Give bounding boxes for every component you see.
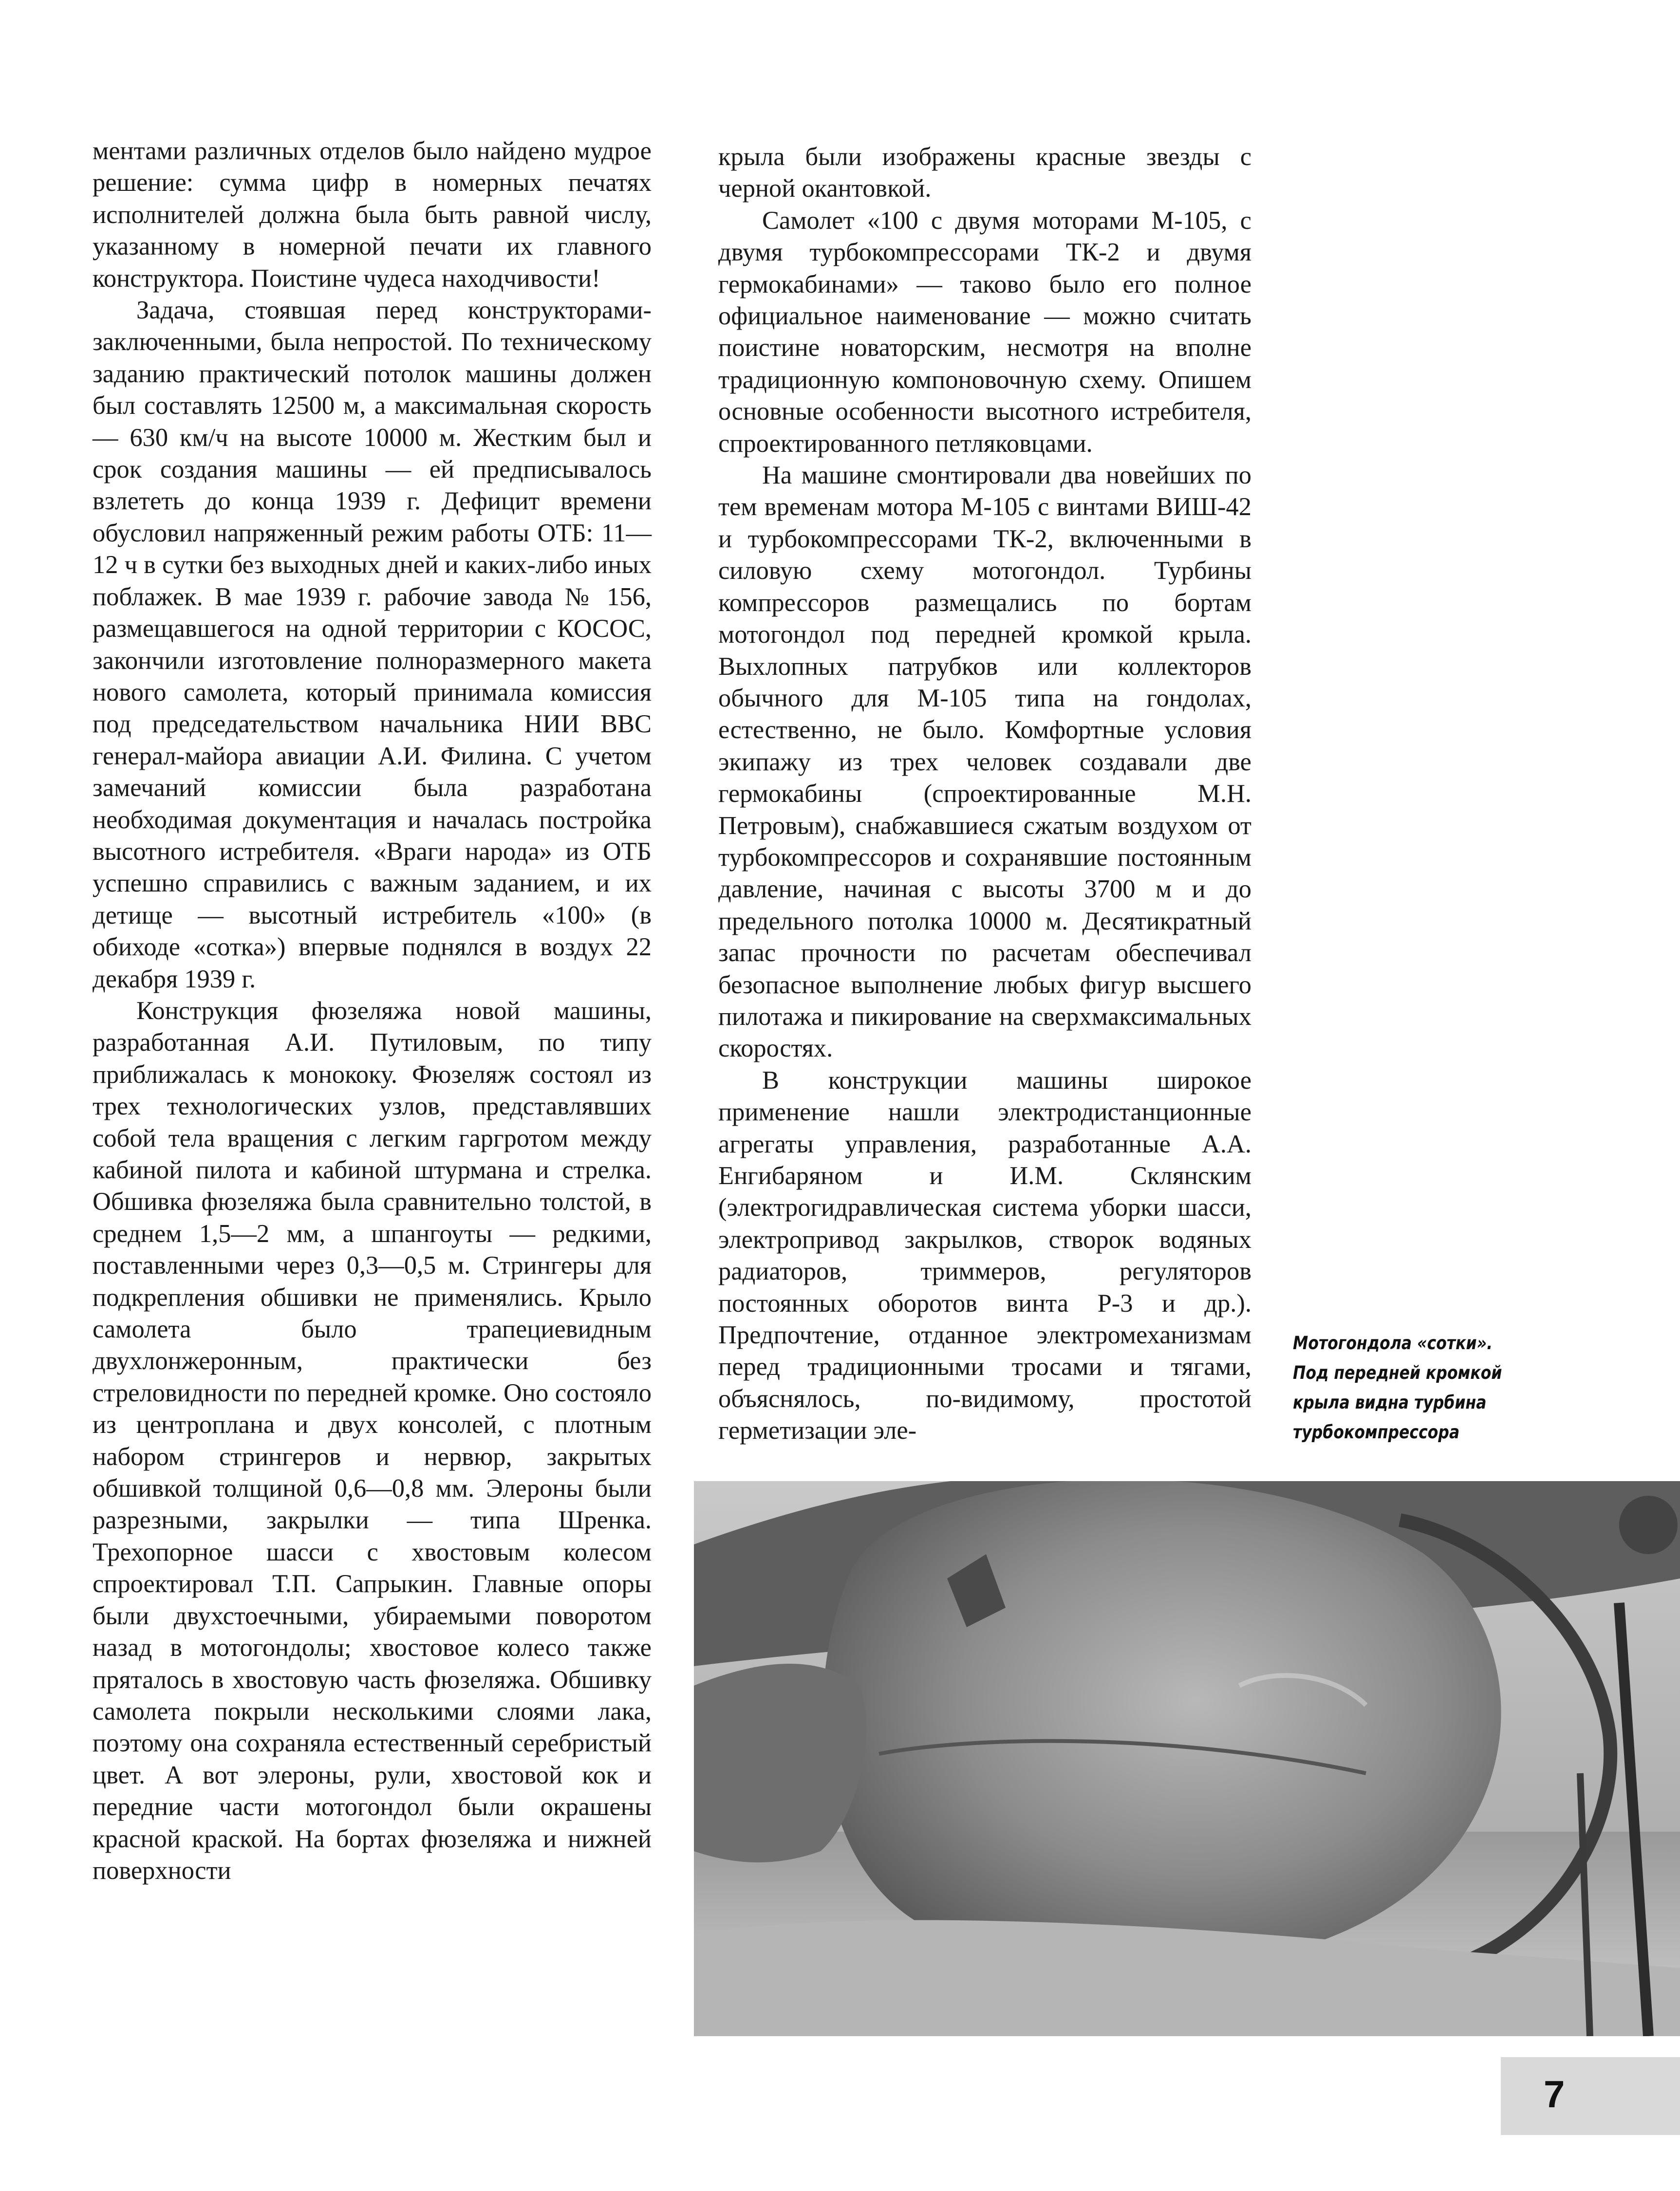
paragraph: В конструкции машины широкое применение нашли электродистанционные агрегаты управления, разработанные А.А. Енгибаряном и И.М. Склянским (электрогидравлическая система уборки шасси, электропривод закрылков, створок водяных радиаторов, триммеров, регуляторов постоянных оборотов винта Р-3 и др.). Предпочтение, отданное электромеханизмам перед традиционными тросами и тягами, объяснялось, по-видимому, простотой герметизации эле- <box>718 1066 1251 1445</box>
engine-nacelle-photo <box>694 1481 1680 2036</box>
paragraph: Конструкция фюзеляжа новой машины, разработанная А.И. Путиловым, по типу приближалась к монококу. Фюзеляж состоял из трех технологических узлов, представлявших собой тела вращения с легким гаргротом между кабиной пилота и кабиной штурмана и стрелка. Обшивка фюзеляжа была сравнительно толстой, в среднем 1,5—2 мм, а шпангоуты — редкими, поставленными через 0,3—0,5 м. Стрингеры для подкрепления обшивки не применялись. Крыло самолета было трапециевидным двухлонжеронным, практически без стреловидности по передней кромке. Оно состояло из центроплана и двух консолей, с плотным набором стрингеров и нервюр, закрытых обшивкой толщиной 0,6—0,8 мм. Элероны были разрезными, закрылки — типа Шренка. Трехопорное шасси с хвостовым колесом спроектировал Т.П. Сапрыкин. Главные опоры были двухстоечными, убираемыми поворотом назад в мотогондолы; хвостовое колесо также пряталось в хвостовую часть фюзеляжа. Обшивку самолета покрыли несколькими слоями лака, поэтому она сохраняла естественный серебристый цвет. А вот элероны, рули, хвостовой кок и передние части мотогондол были окрашены красной краской. На бортах фюзеляжа и нижней поверхности <box>93 996 652 1885</box>
middle-text-column <box>718 141 1251 1447</box>
page-number-box <box>1501 2057 1680 2135</box>
paragraph: крыла были изображены красные звезды с черной окантовкой. <box>718 143 1251 203</box>
left-text-column <box>93 135 652 1887</box>
paragraph: ментами различных отделов было найдено мудрое решение: сумма цифр в номерных печатях исполнителей должна была быть равной числу, указанному в номерной печати их главного конструктора. Поистине чудеса находчивости! <box>93 137 652 293</box>
paragraph: Задача, стоявшая перед конструкторами-заключенными, была непростой. По техническому заданию практический потолок машины должен был составлять 12500 м, а максимальная скорость — 630 км/ч на высоте 10000 м. Жестким был и срок создания машины — ей предписывалось взлететь до конца 1939 г. Дефицит времени обусловил напряженный режим работы ОТБ: 11—12 ч в сутки без выходных дней и каких-либо иных поблажек. В мае 1939 г. рабочие завода № 156, размещавшегося на одной территории с КОСОС, закончили изготовление полноразмерного макета нового самолета, который принимала комиссия под председательством начальника НИИ ВВС генерал-майора авиации А.И. Филина. С учетом замечаний комиссии была разработана необходимая документация и началась постройка высотного истребителя. «Враги народа» из ОТБ успешно справились с важным заданием, и их детище — высотный истребитель «100» (в обиходе «сотка») впервые поднялся в воздух 22 декабря 1939 г. <box>93 296 652 993</box>
paragraph: На машине смонтировали два новейших по тем временам мотора М-105 с винтами ВИШ-42 и турбокомпрессорами ТК-2, включенными в силовую схему мотогондол. Турбины компрессоров размещались по бортам мотогондол под передней кромкой крыла. Выхлопных патрубков или коллекторов обычного для М-105 типа на гондолах, естественно, не было. Комфортные условия экипажу из трех человек создавали две гермокабины (спроектированные М.Н. Петровым), снабжавшиеся сжатым воздухом от турбокомпрессоров и сохранявшие постоянным давление, начиная с высоты 3700 м и до предельного потолка 10000 м. Десятикратный запас прочности по расчетам обеспечивал безопасное выполнение любых фигур высшего пилотажа и пикирование на сверхмаксимальных скоростях. <box>718 461 1251 1063</box>
page-number: 7 <box>1544 2073 1565 2116</box>
photo-caption: Мотогондола «сотки». Под передней кромкой крыла видна турбина турбокомпрессора <box>1293 1332 1502 1443</box>
paragraph: Самолет «100 с двумя моторами М-105, с двумя турбокомпрессорами ТК-2 и двумя гермокабинами» — таково было его полное официальное наименование — можно считать поистине новаторским, несмотря на вполне традиционную компоновочную схему. Опишем основные особенности высотного истребителя, спроектированного петляковцами. <box>718 206 1251 458</box>
